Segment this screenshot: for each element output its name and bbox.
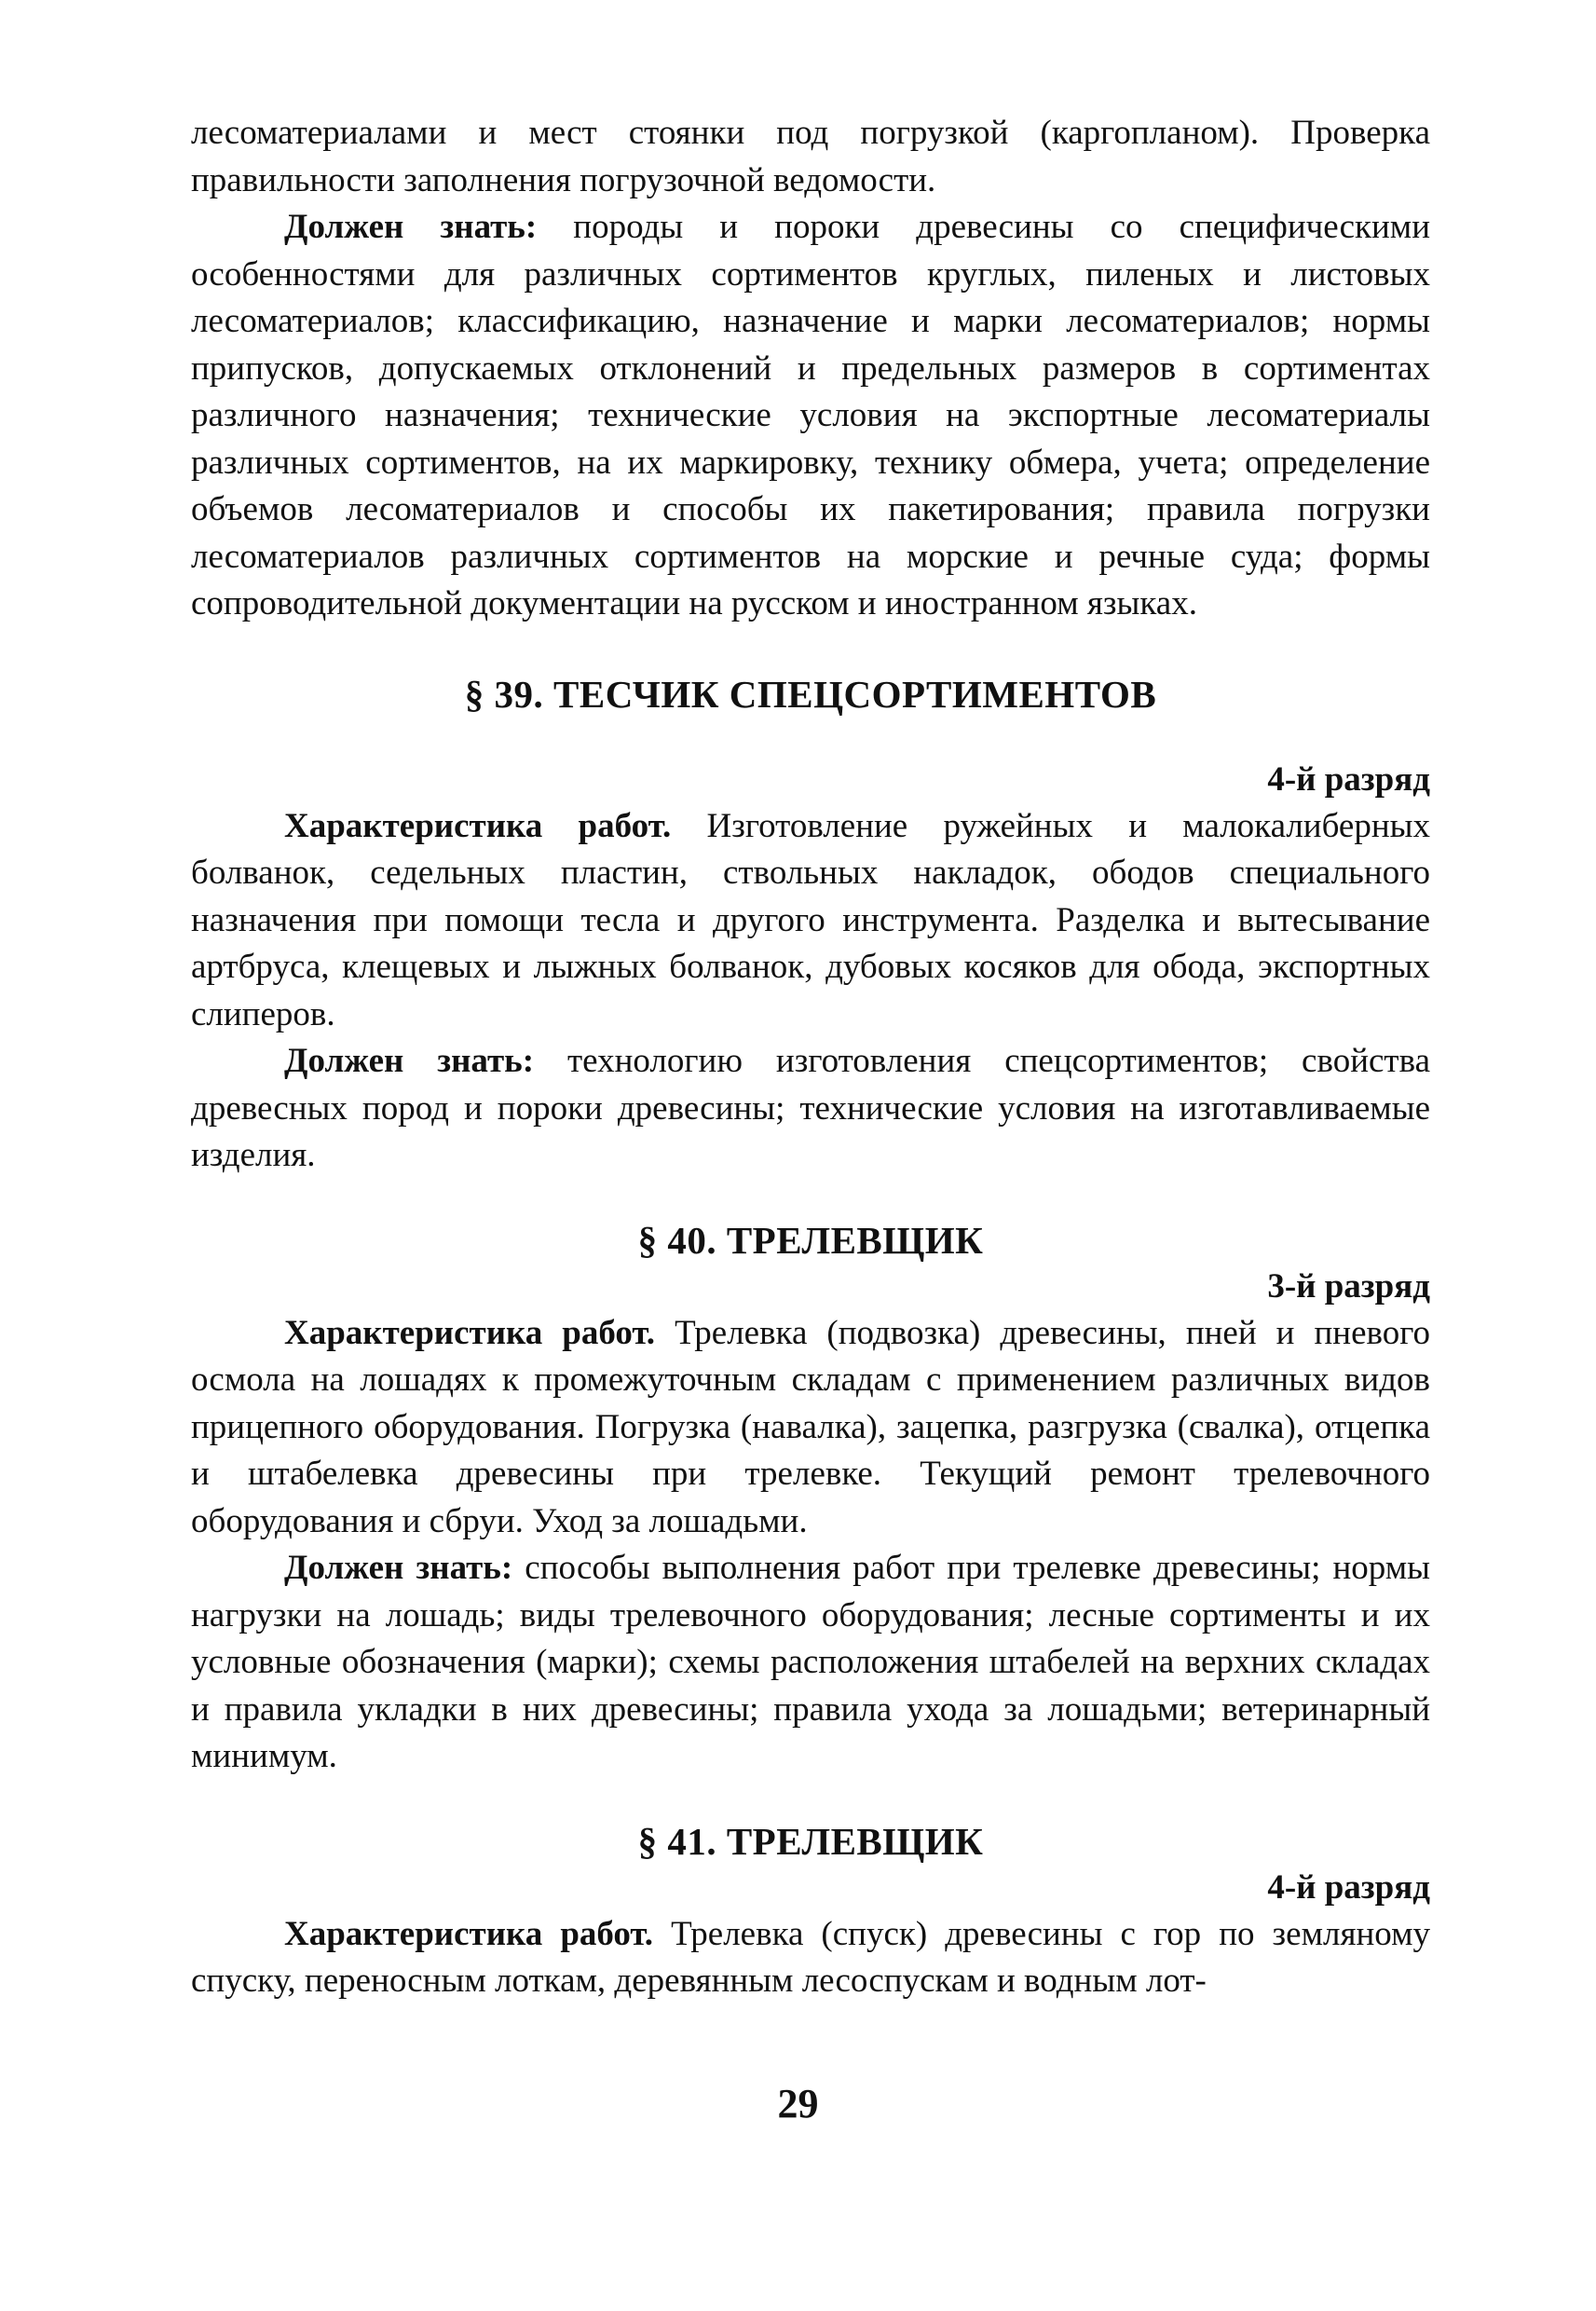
section-title-41: § 41. ТРЕЛЕВЩИК (637, 1819, 984, 1863)
characteristic-label: Характеристика работ. (284, 806, 672, 845)
grade-41: 4-й разряд (1267, 1867, 1430, 1907)
characteristic-label: Характеристика работ. (284, 1313, 656, 1352)
must-know-label: Должен знать: (284, 208, 538, 246)
characteristic-paragraph-41 (191, 1911, 1430, 2005)
must-know-paragraph-39 (191, 1038, 1430, 1180)
intro-paragraph: лесоматериалами и мест стоянки под погрузкой (каргопланом). Проверка правильности заполнения погрузочной ведомости. (191, 114, 1430, 199)
must-know-label: Должен знать: (284, 1549, 513, 1587)
must-know-text: технологию изготовления спецсортиментов; свойства древесных пород и пороки древесины; технические условия на изготавливаемые изделия. (191, 1042, 1430, 1174)
characteristic-text: Трелевка (подвозка) древесины, пней и пневого осмола на лошадях к промежуточным складам с применением различных видов прицепного оборудования. Погрузка (навалка), зацепка, разгрузка (свалка), отцепка и штабелевка древесины при трелевке. Текущий ремонт трелевочного оборудования и сбруи. Уход за лошадьми. (191, 1313, 1430, 1540)
must-know-text: способы выполнения работ при трелевке древесины; нормы нагрузки на лошадь; виды трелевочного оборудования; лесные сортименты и их условные обозначения (марки); схемы расположения штабелей на верхних складах и правила укладки в них древесины; правила ухода за лошадьми; ветеринарный минимум. (191, 1549, 1430, 1775)
document-page (191, 110, 1430, 2005)
section-title-39: § 39. ТЕСЧИК СПЕЦСОРТИМЕНТОВ (464, 672, 1157, 716)
characteristic-paragraph-39 (191, 803, 1430, 1039)
characteristic-label: Характеристика работ. (284, 1914, 654, 1953)
section-title-40: § 40. ТРЕЛЕВЩИК (637, 1218, 984, 1262)
grade-40: 3-й разряд (1267, 1266, 1430, 1306)
characteristic-text: Трелевка (спуск) древесины с гор по земляному спуску, переносным лоткам, деревянным лесоспускам и водным лот- (191, 1914, 1430, 2000)
characteristic-text: Изготовление ружейных и малокалиберных болванок, седельных пластин, ствольных накладок, ободов специального назначения при помощи тесла и другого инструмента. Разделка и вытесывание артбруса, клещевых и лыжных болванок, дубовых косяков для обода, экспортных слиперов. (191, 806, 1431, 1033)
must-know-text: породы и пороки древесины со специфическими особенностями для различных сортиментов круглых, пиленых и листовых лесоматериалов; классификацию, назначение и марки лесоматериалов; нормы припусков, допускаемых отклонений и предельных размеров в сортиментах различного назначения; технические условия на экспортные лесоматериалы различных сортиментов, на их маркировку, технику обмера, учета; определение объемов лесоматериалов и способы их пакетирования; правила погрузки лесоматериалов различных сортиментов на морские и речные суда; формы сопроводительной документации на русском и иностранном языках. (191, 208, 1430, 622)
characteristic-paragraph-40 (191, 1310, 1430, 1546)
page-number: 29 (777, 2081, 819, 2126)
must-know-label: Должен знать: (284, 1042, 535, 1080)
intro-must-know-paragraph (191, 204, 1430, 628)
grade-39: 4-й разряд (1267, 759, 1430, 799)
must-know-paragraph-40 (191, 1545, 1430, 1781)
